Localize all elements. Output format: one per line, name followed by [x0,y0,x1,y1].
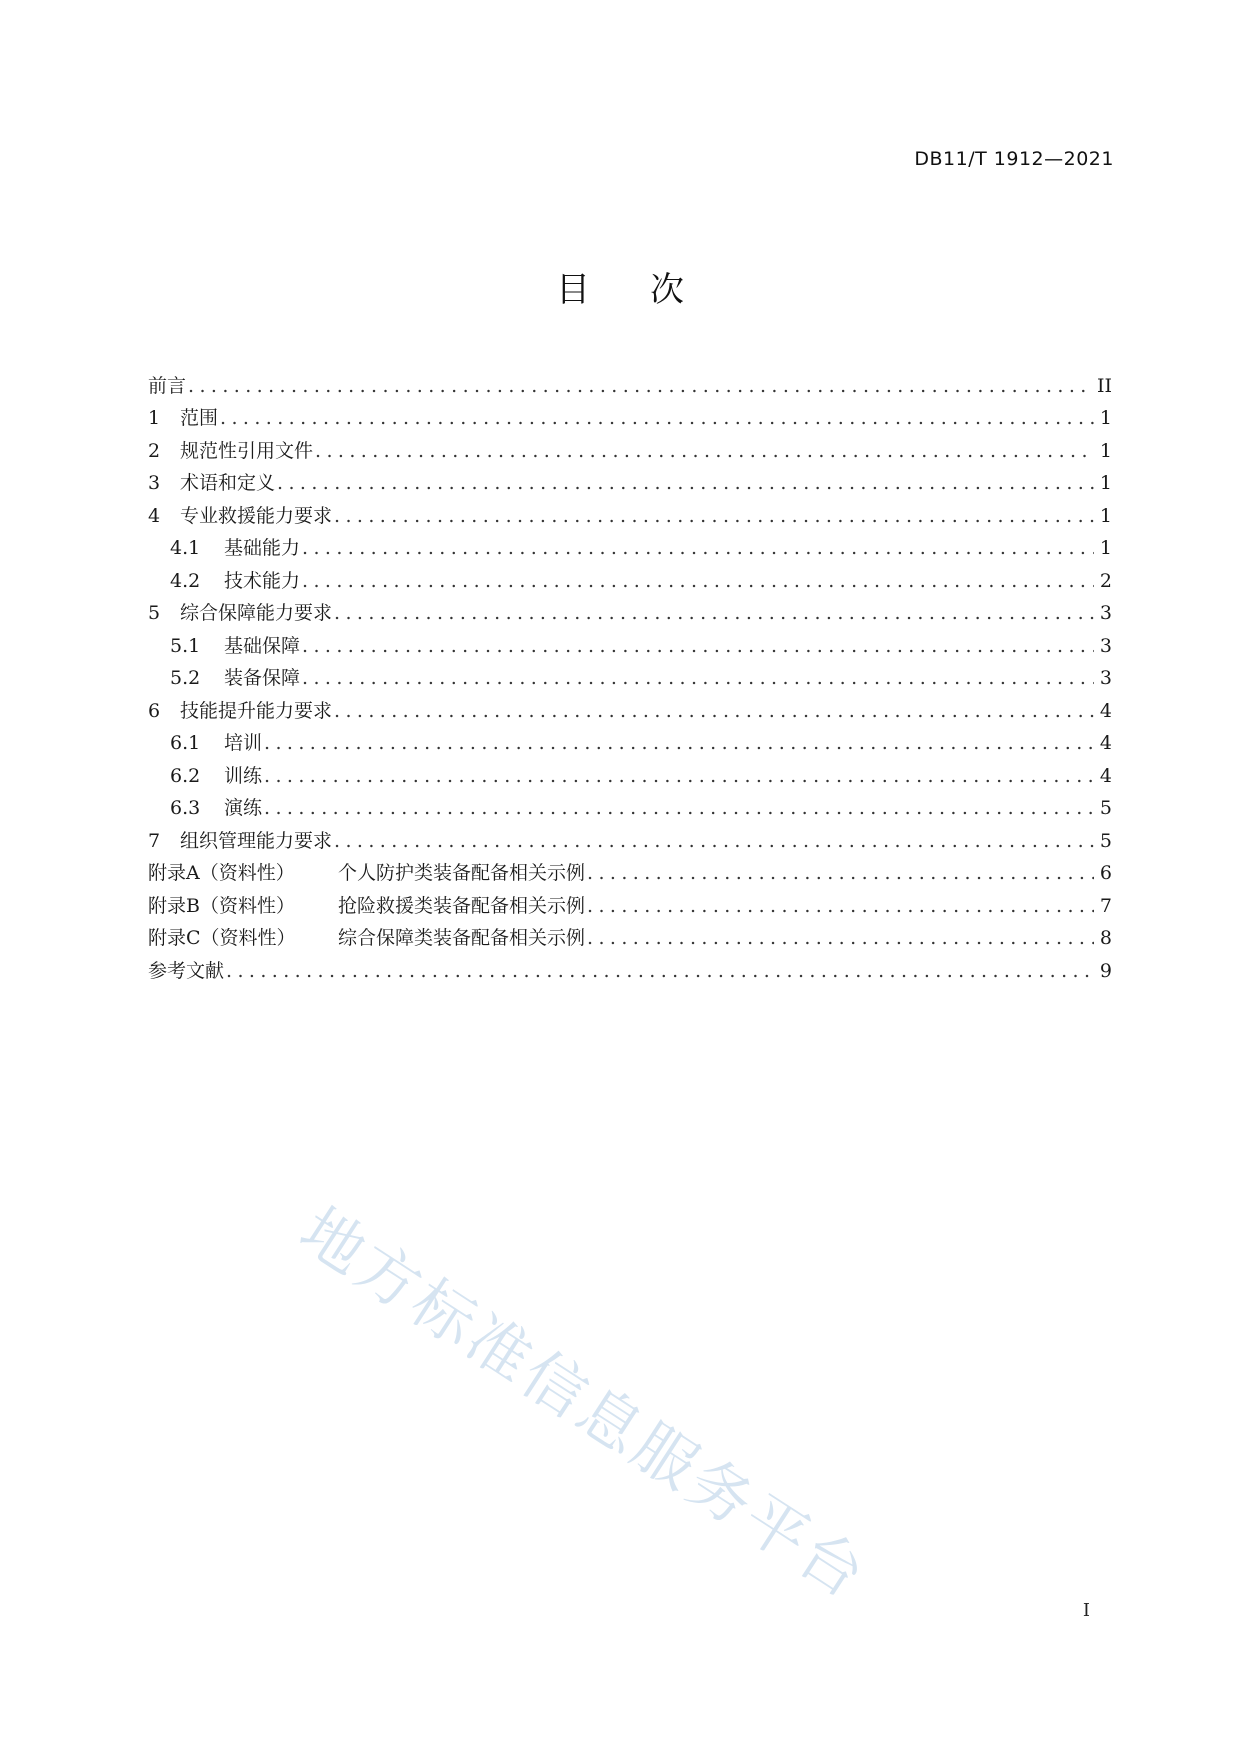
toc-leader-dots [264,764,1094,788]
toc-page-number: 1 [1099,537,1112,559]
toc-entry-number: 2 [148,439,161,462]
toc-page-number: 3 [1099,667,1112,689]
toc-entry-3[interactable] [148,463,1112,496]
toc-entry-6-3[interactable] [148,788,1112,821]
toc-entry-title: 技术能力 [224,569,301,592]
toc-entry-title: 培训 [224,732,263,754]
toc-entry-6-2[interactable] [148,755,1112,788]
toc-leader-dots [334,699,1094,723]
toc-leader-dots [334,829,1094,853]
toc-entry-number: 附录B（资料性） [148,894,295,917]
toc-entry-5[interactable] [148,593,1112,626]
toc-entry-number: 4.2 [170,569,201,592]
toc-leader-dots [188,374,1091,398]
toc-leader-dots [587,894,1094,918]
toc-entry-5-2[interactable] [148,658,1112,691]
toc-entry-6[interactable] [148,690,1112,723]
toc-entry-appendix-c[interactable] [148,918,1112,951]
toc-entry-number: 6.2 [170,764,201,787]
toc-entry-title: 技能提升能力要求 [180,699,333,722]
toc-entry-preface[interactable] [148,365,1112,398]
toc-page-number: 1 [1099,407,1112,429]
toc-entry-references[interactable] [148,950,1112,983]
toc-page-number: 3 [1099,634,1112,657]
toc-entry-title: 组织管理能力要求 [180,829,333,852]
toc-page-number: 5 [1099,797,1112,819]
toc-entry-title: 参考文献 [148,959,225,982]
toc-entry-4-1[interactable] [148,528,1112,561]
toc-entry-number: 5.1 [170,634,201,657]
table-of-contents [148,365,1112,983]
page-title: 目次 [556,270,744,310]
toc-entry-number: 5 [148,602,161,624]
toc-entry-number: 5.2 [170,667,201,689]
toc-leader-dots [302,536,1094,560]
toc-leader-dots [264,731,1094,755]
toc-page-number: 5 [1099,829,1112,852]
toc-entry-title: 术语和定义 [180,472,276,494]
toc-leader-dots [226,959,1094,983]
toc-entry-5-1[interactable] [148,625,1112,658]
toc-entry-1[interactable] [148,398,1112,431]
toc-entry-4-2[interactable] [148,560,1112,593]
toc-entry-title: 装备保障 [224,667,301,689]
toc-entry-4[interactable] [148,495,1112,528]
toc-entry-number: 6.1 [170,732,201,754]
toc-page-number: 8 [1099,927,1112,949]
toc-entry-number: 1 [148,407,161,429]
toc-entry-number: 6 [148,699,161,722]
toc-entry-title: 基础能力 [224,537,301,559]
toc-entry-title: 综合保障类装备配备相关示例 [338,927,586,949]
toc-entry-title: 基础保障 [224,634,301,657]
toc-leader-dots [264,796,1094,820]
toc-entry-2[interactable] [148,430,1112,463]
toc-leader-dots [302,634,1094,658]
toc-page-number: 9 [1099,959,1112,982]
doc-code: DB11/T 1912—2021 [914,148,1114,170]
toc-entry-number: 4.1 [170,537,201,559]
toc-leader-dots [302,569,1094,593]
toc-leader-dots [315,439,1094,463]
toc-page-number: 4 [1099,732,1112,754]
toc-entry-number: 6.3 [170,797,201,819]
toc-entry-appendix-a[interactable] [148,853,1112,886]
toc-entry-title: 训练 [224,764,263,787]
toc-entry-number: 附录A（资料性） [148,862,295,884]
toc-entry-title: 范围 [180,407,219,429]
toc-page-number: II [1096,374,1112,397]
toc-entry-number: 3 [148,472,161,494]
toc-page-number: 1 [1099,504,1112,527]
toc-entry-title: 个人防护类装备配备相关示例 [338,862,586,884]
toc-entry-title: 演练 [224,797,263,819]
toc-leader-dots [277,471,1094,495]
toc-page-number: 2 [1099,569,1112,592]
toc-entry-number: 7 [148,829,161,852]
toc-page-number: 1 [1099,439,1112,462]
toc-page-number: 3 [1099,602,1112,624]
toc-leader-dots [587,926,1094,950]
toc-entry-title: 综合保障能力要求 [180,602,333,624]
toc-entry-6-1[interactable] [148,723,1112,756]
toc-entry-title: 前言 [148,374,187,397]
toc-entry-title: 规范性引用文件 [180,439,314,462]
toc-entry-title: 专业救援能力要求 [180,504,333,527]
toc-page-number: 7 [1099,894,1112,917]
toc-page-number: 1 [1099,472,1112,494]
watermark: 地方标准信息服务平台 [287,1193,881,1614]
toc-leader-dots [587,861,1094,885]
toc-page-number: 4 [1099,699,1112,722]
toc-leader-dots [334,504,1094,528]
toc-page-number: 6 [1099,862,1112,884]
page-number: I [1082,1600,1090,1621]
toc-leader-dots [302,666,1094,690]
toc-page-number: 4 [1099,764,1112,787]
toc-entry-number: 附录C（资料性） [148,927,296,949]
toc-entry-title: 抢险救援类装备配备相关示例 [338,894,586,917]
toc-entry-number: 4 [148,504,161,527]
toc-entry-7[interactable] [148,820,1112,853]
toc-leader-dots [220,406,1094,430]
toc-leader-dots [334,601,1094,625]
toc-entry-appendix-b[interactable] [148,885,1112,918]
